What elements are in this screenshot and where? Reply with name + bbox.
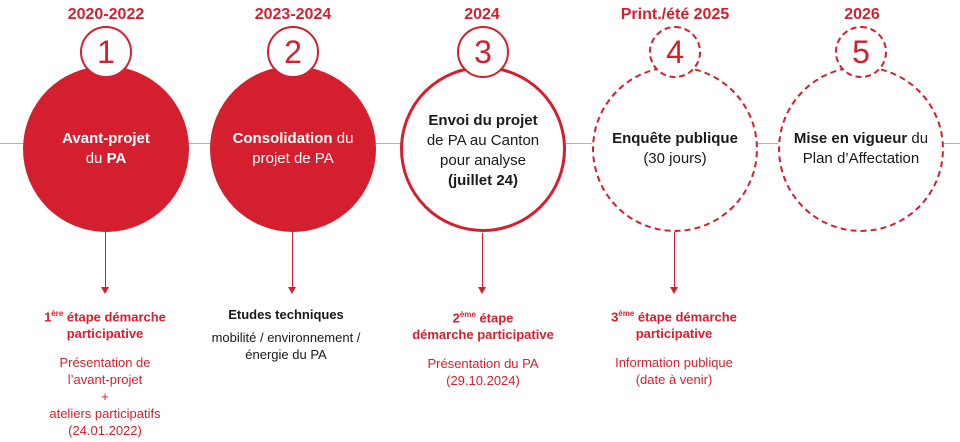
step-5-text: Plan d’Affectation [802,150,920,167]
step-1-desc-4: ateliers participatifs [49,406,161,422]
step-2-title-rest: du [332,130,354,147]
step-2-heading: Etudes techniques [228,307,344,322]
arrow-down-icon [101,287,109,294]
step-4-heading: étape démarche [634,309,737,325]
step-number-5: 5 [835,26,887,78]
step-3-line2: de PA au Canton [426,132,540,149]
step-1-desc-5: (24.01.2022) [68,423,142,439]
step-4-text: (30 jours) [643,150,707,167]
connector-line-1 [105,232,106,288]
step-number-2: 2 [267,26,319,78]
arrow-down-icon [478,287,486,294]
arrow-down-icon [670,287,678,294]
step-circle-5 [778,66,944,232]
step-3-heading: étape [475,310,514,326]
step-2-desc-1: mobilité / environnement / [211,330,361,345]
step-4-heading-2: participative [635,326,713,342]
step-3-date: (juillet 24) [447,172,518,189]
step-3-ordinal-sup: ème [459,310,476,319]
year-label-3: 2024 [464,6,500,23]
step-1-text-bold: PA [106,150,127,167]
step-3-line3: pour analyse [440,152,526,169]
step-2-studies [196,306,376,363]
step-1-ordinal-sup: ère [51,309,64,318]
step-3-desc-1: Présentation du PA [427,356,539,372]
step-3-heading-2: démarche participative [412,327,554,343]
step-1-participation [15,305,195,439]
step-3-desc-2: (29.10.2024) [446,373,520,389]
step-1-desc-2: l’avant-projet [67,372,143,388]
step-5-title: Mise en vigueur [793,130,908,147]
step-3-participation [393,306,573,389]
step-1-heading: étape démarche [63,309,166,325]
step-circle-1 [23,66,189,232]
step-4-title: Enquête publique [612,130,738,147]
step-2-title: Consolidation [232,130,333,147]
step-3-ordinal: 2 [452,310,460,326]
step-2-desc-2: énergie du PA [245,347,327,362]
step-number-4: 4 [649,26,701,78]
arrow-down-icon [288,287,296,294]
step-4-desc-2: (date à venir) [635,372,713,388]
step-4-participation [584,305,764,388]
step-4-desc-1: Information publique [615,355,733,371]
step-4-ordinal: 3 [611,309,619,325]
step-circle-2 [210,66,376,232]
step-5-title-rest: du [907,130,929,147]
step-1-text: du [85,150,107,167]
connector-line-2 [292,232,293,288]
year-label-1: 2020-2022 [67,6,145,23]
year-label-5: 2026 [844,6,880,23]
step-1-heading-2: participative [66,326,144,342]
step-4-ordinal-sup: ème [618,309,635,318]
step-1-desc-1: Présentation de [59,355,151,371]
step-circle-3 [400,66,566,232]
connector-line-4 [674,232,675,288]
step-2-text: projet de PA [252,150,334,167]
step-3-title: Envoi du projet [428,112,538,129]
step-1-ordinal: 1 [44,309,52,325]
year-label-4: Print./été 2025 [620,6,730,23]
year-label-2: 2023-2024 [254,6,332,23]
step-number-3: 3 [457,26,509,78]
step-1-desc-3: + [101,389,109,405]
step-number-1: 1 [80,26,132,78]
connector-line-3 [482,233,483,288]
step-circle-4 [592,66,758,232]
step-1-title: Avant-projet [62,130,150,147]
